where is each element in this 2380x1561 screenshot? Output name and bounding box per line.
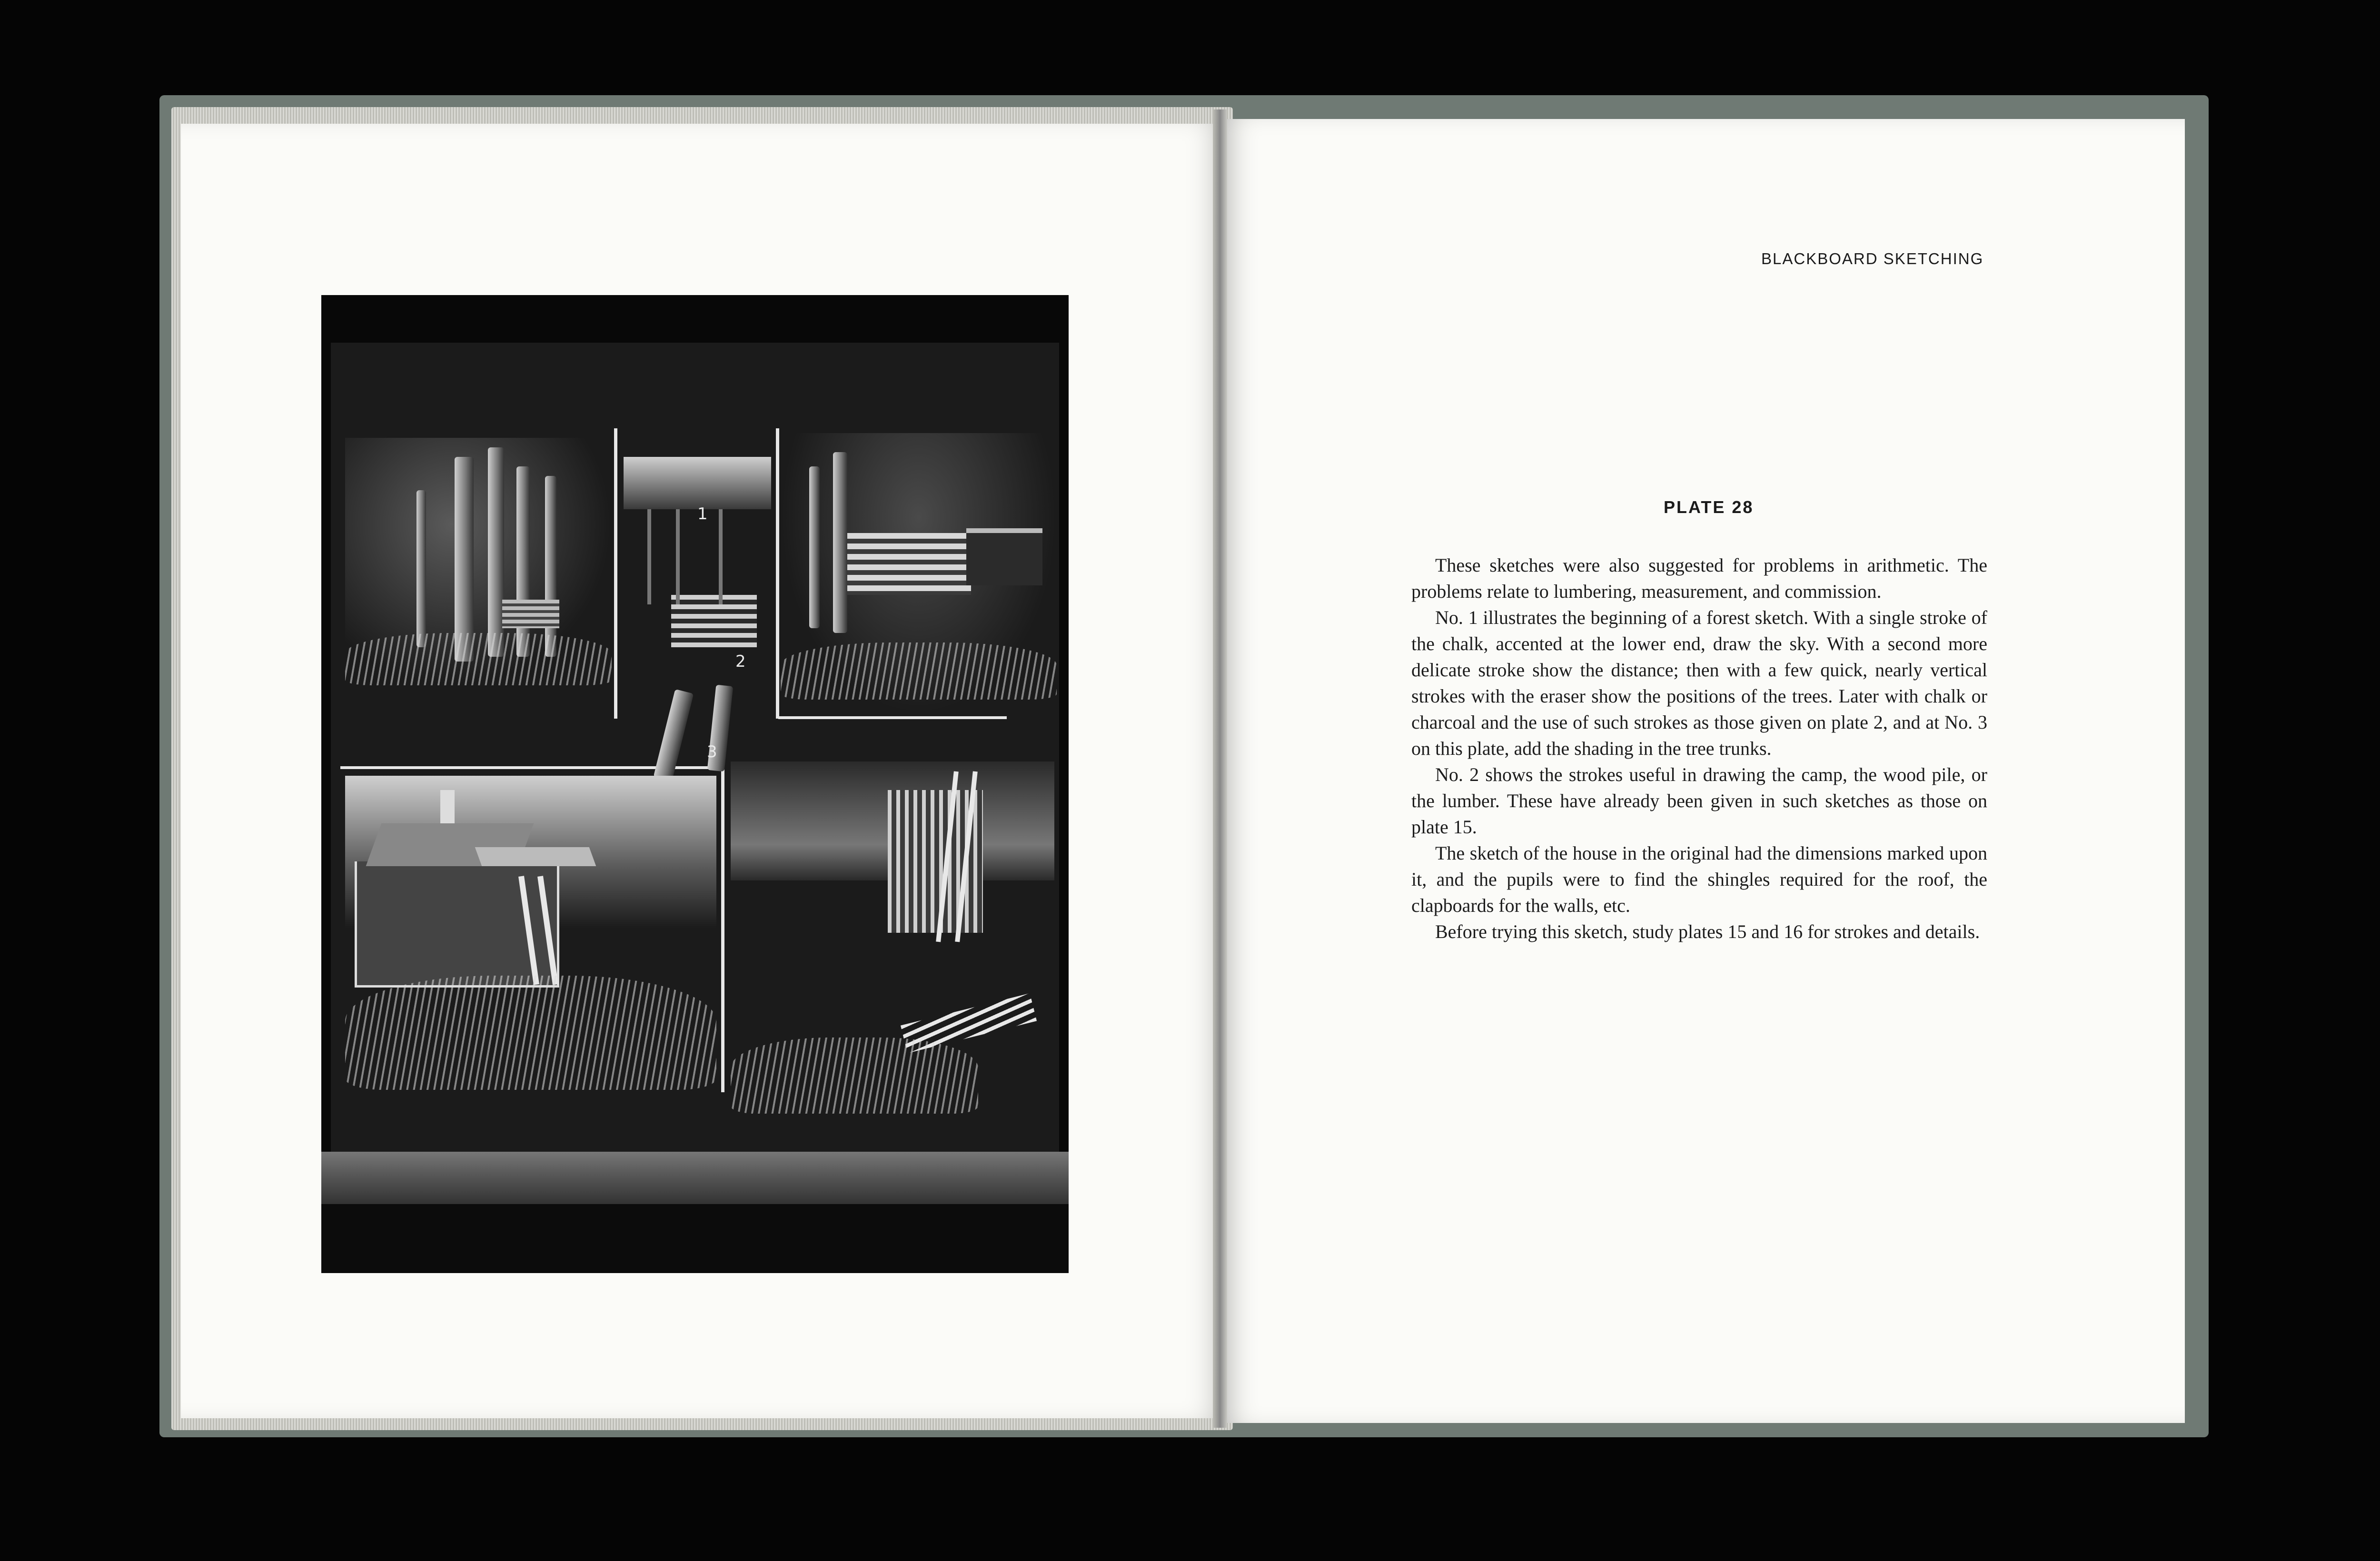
lumber-yard-sketch	[731, 761, 1054, 1123]
forest-sketch	[345, 438, 612, 685]
divider-line	[776, 428, 779, 719]
paragraph: No. 2 shows the strokes useful in drawing the camp, the wood pile, or the lumber. These have already been given in such sketches as those on plate 15.	[1411, 764, 1987, 838]
paragraph: These sketches were also suggested for problems in arithmetic. The problems relate to lumbering, measurement, and commission.	[1411, 554, 1987, 602]
divider-line	[778, 716, 1007, 719]
sketch-number-1: 1	[697, 504, 708, 524]
sketch-number-3: 3	[707, 742, 717, 761]
strokes-sketch	[619, 438, 774, 723]
plate-title: PLATE 28	[1664, 497, 1754, 517]
board-base	[321, 1204, 1069, 1273]
book-gutter	[1213, 109, 1227, 1428]
running-head: BLACKBOARD SKETCHING	[1761, 250, 1984, 267]
plate-photograph	[321, 295, 1069, 1273]
log-camp-sketch	[781, 433, 1057, 714]
paragraph: No. 1 illustrates the beginning of a forest sketch. With a single stroke of the chalk, accented at the lower end, draw the sky. With a second more delicate stroke show the distance; then with a few quick, nearly vertical strokes with the eraser show the positions of the trees. Later with chalk or charcoal and the use of such strokes as those given on plate 2, and at No. 3 on this plate, add the shading in the tree trunks.	[1411, 607, 1987, 759]
body-text	[1411, 552, 1987, 945]
house-sketch	[345, 776, 716, 1109]
divider-line	[721, 759, 724, 1092]
chalkboard	[331, 343, 1059, 1152]
paragraph: Before trying this sketch, study plates 15 and 16 for strokes and details.	[1435, 921, 1980, 942]
chalk-ledge	[321, 1152, 1069, 1204]
paragraph: The sketch of the house in the original had the dimensions marked upon it, and the pupils were to find the shingles required for the roof, the clapboards for the walls, etc.	[1411, 842, 1987, 916]
sketch-number-2: 2	[735, 652, 746, 671]
divider-line	[614, 428, 617, 719]
